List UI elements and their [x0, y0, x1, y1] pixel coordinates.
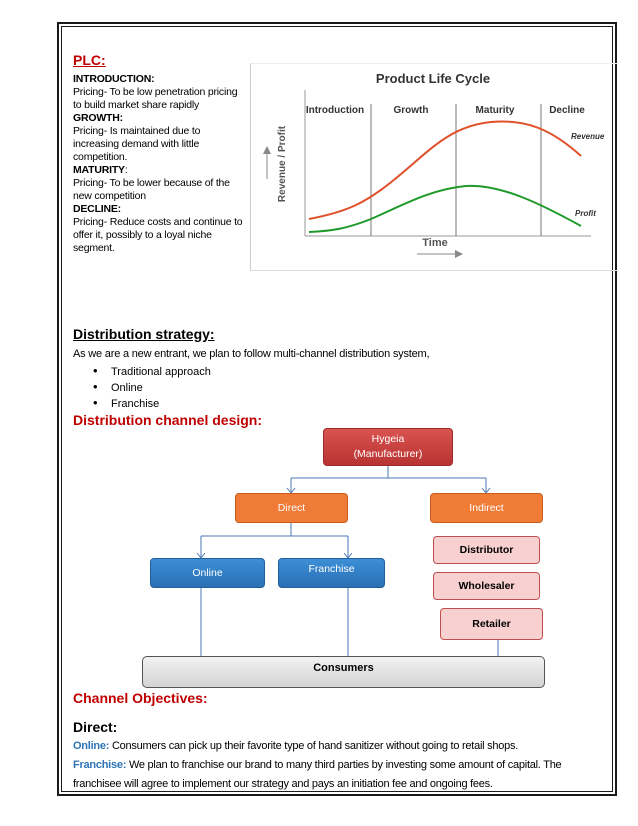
- plc-decline-heading: DECLINE:: [73, 203, 121, 215]
- plc-revenue-label: Revenue: [571, 132, 605, 141]
- plc-title: PLC:: [73, 52, 106, 68]
- online-paragraph: [73, 737, 613, 756]
- node-hygeia: [323, 428, 453, 466]
- plc-stage-introduction: Introduction: [305, 105, 365, 116]
- bullet-traditional: • Traditional approach: [93, 364, 211, 380]
- plc-growth-text: Pricing- Is maintained due to increasing demand with little competition.: [73, 125, 201, 163]
- node-hygeia-label: Hygeia: [371, 433, 405, 445]
- franchise-text: We plan to franchise our brand to many third parties by investing some amount of capital. The: [126, 759, 562, 771]
- plc-chart-title: Product Life Cycle: [375, 71, 491, 86]
- node-wholesaler: Wholesaler: [433, 572, 540, 600]
- franchise-label: Franchise:: [73, 759, 127, 771]
- plc-stage-decline: Decline: [549, 105, 585, 116]
- node-franchise: Franchise: [278, 558, 385, 588]
- distribution-intro: As we are a new entrant, we plan to follow multi-channel distribution system,: [73, 348, 430, 360]
- node-indirect: Indirect: [430, 493, 543, 523]
- plc-growth-heading: GROWTH:: [73, 112, 123, 124]
- plc-chart-ylabel: Revenue / Profit: [277, 125, 288, 203]
- node-online: Online: [150, 558, 265, 588]
- online-label: Online:: [73, 740, 110, 752]
- franchise-paragraph: [73, 756, 613, 775]
- plc-stage-growth: Growth: [393, 105, 429, 116]
- node-retailer: Retailer: [440, 608, 543, 640]
- connector-hygeia: [291, 466, 486, 492]
- bullet-online: • Online: [93, 380, 211, 396]
- plc-stage-maturity: Maturity: [475, 105, 515, 116]
- plc-chart-xlabel: Time: [422, 237, 448, 249]
- objectives-title: Channel Objectives:: [73, 690, 208, 706]
- node-hygeia-sub: (Manufacturer): [353, 448, 423, 460]
- node-distributor: Distributor: [433, 536, 540, 564]
- online-text: Consumers can pick up their favorite type of hand sanitizer without going to retail shops.: [109, 740, 519, 752]
- plc-maturity-text: Pricing- To be lower because of the new competition: [73, 177, 230, 202]
- design-title: Distribution channel design:: [73, 412, 263, 428]
- node-consumers: Consumers: [142, 656, 545, 688]
- plc-intro-text: Pricing- To be low penetration pricing to build market share rapidly: [73, 86, 238, 111]
- plc-profit-label: Profit: [575, 209, 596, 218]
- distribution-title: Distribution strategy:: [73, 326, 215, 342]
- plc-intro-heading: INTRODUCTION:: [73, 73, 155, 85]
- plc-maturity-heading: MATURITY: [73, 164, 125, 176]
- connector-direct: [201, 523, 348, 557]
- plc-decline-text: Pricing- Reduce costs and continue to offer it, possibly to a loyal niche segment.: [73, 216, 243, 254]
- objectives-direct-title: Direct:: [73, 719, 118, 735]
- node-direct: Direct: [235, 493, 348, 523]
- plc-maturity-colon: :: [124, 164, 128, 176]
- franchise-paragraph-2: franchisee will agree to implement our strategy and pays an initiation fee and ongoing fees.: [73, 778, 493, 790]
- bullet-franchise: • Franchise: [93, 396, 211, 412]
